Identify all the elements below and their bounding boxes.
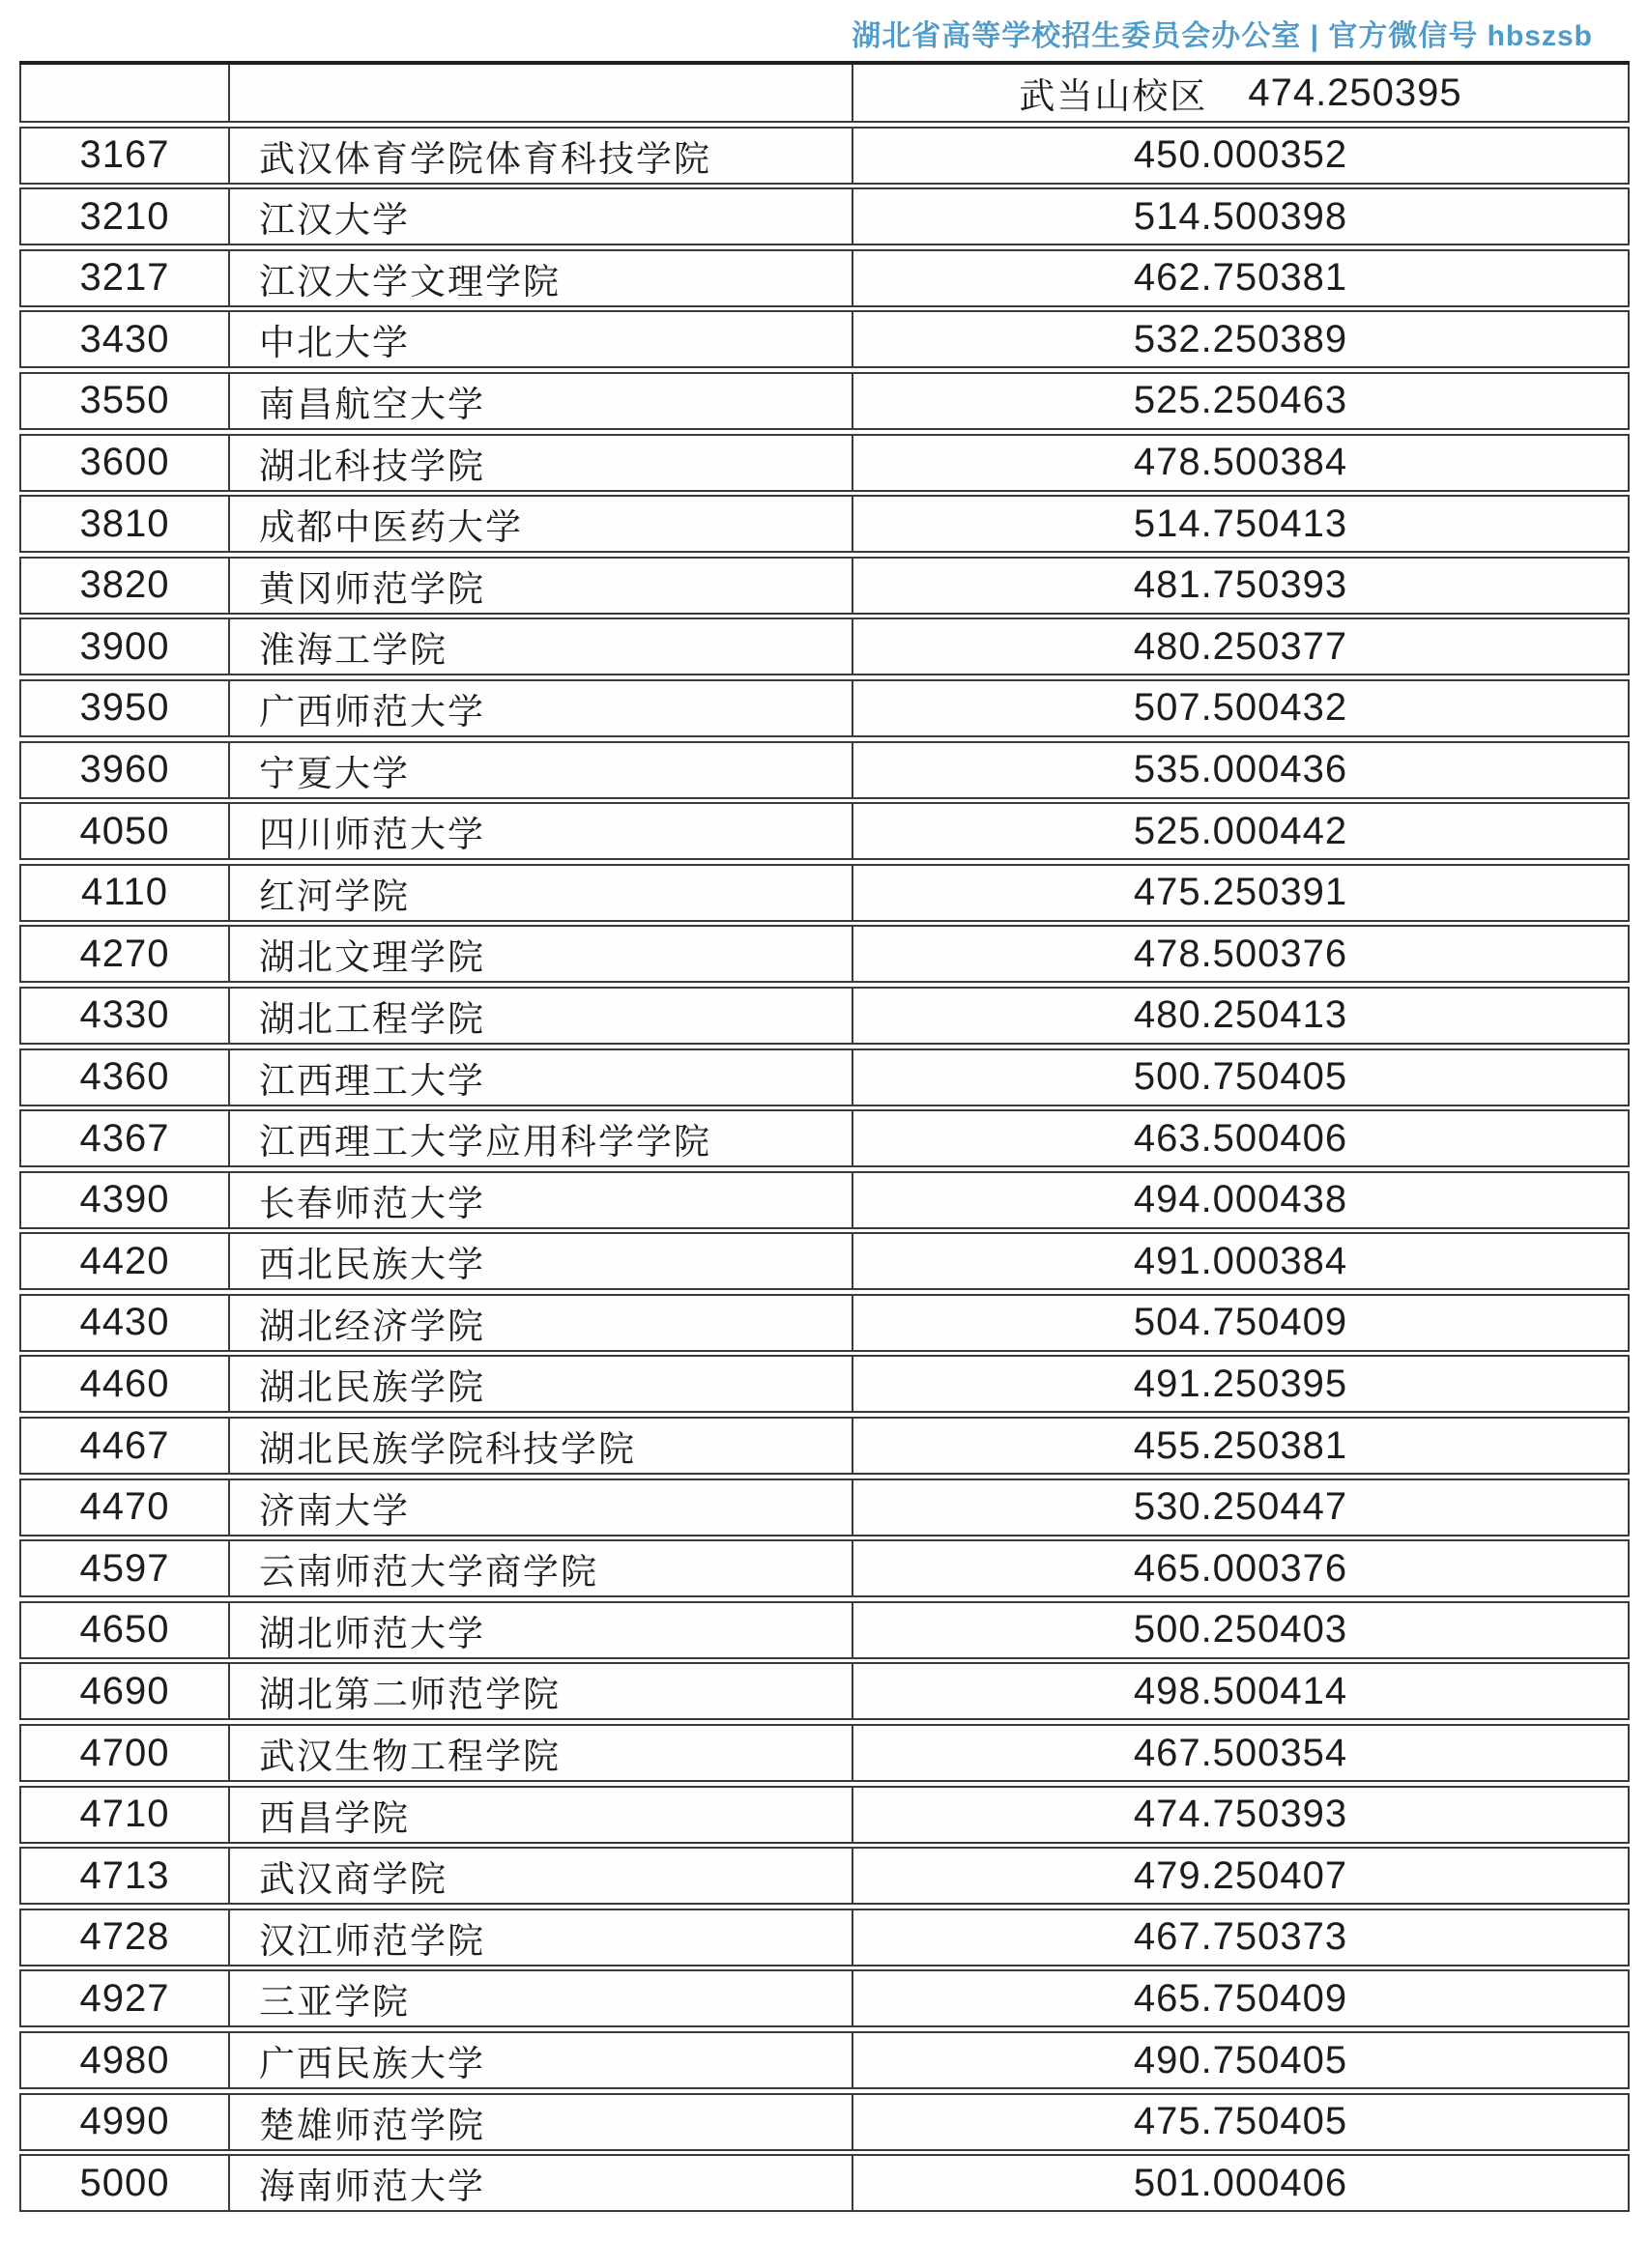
score-cell: 514.750413: [1133, 502, 1348, 545]
score-cell: 478.500376: [1133, 932, 1348, 975]
code-cell: 4430: [21, 1296, 230, 1350]
page-header-text: 湖北省高等学校招生委员会办公室 | 官方微信号 hbszsb: [852, 20, 1593, 52]
score-cell: 475.750405: [1133, 2100, 1348, 2143]
score-cell: 450.000352: [1133, 133, 1348, 177]
code-cell: 3820: [21, 559, 230, 613]
score-cell: 507.500432: [1133, 686, 1348, 730]
code-cell: 4110: [21, 866, 230, 920]
code-cell: [21, 65, 230, 121]
table-row: [19, 1969, 1630, 2027]
name-cell: 四川师范大学: [230, 804, 853, 858]
table-row: [19, 127, 1630, 185]
code-cell: 3950: [21, 681, 230, 735]
name-cell: 黄冈师范学院: [230, 559, 853, 613]
code-cell: 4050: [21, 804, 230, 858]
score-cell: [853, 65, 1628, 121]
name-cell: 广西民族大学: [230, 2033, 853, 2087]
campus-row: [19, 65, 1630, 123]
code-cell: 4460: [21, 1357, 230, 1411]
code-cell: 4390: [21, 1173, 230, 1227]
table-row: [19, 434, 1630, 492]
score-cell: 462.750381: [1133, 256, 1348, 300]
score-cell: 500.250403: [1133, 1608, 1348, 1651]
code-cell: 4728: [21, 1910, 230, 1965]
code-cell: 3550: [21, 374, 230, 428]
table-row: [19, 187, 1630, 245]
code-cell: 4367: [21, 1111, 230, 1165]
code-cell: 4467: [21, 1419, 230, 1473]
score-cell: 463.500406: [1133, 1116, 1348, 1160]
name-cell: 淮海工学院: [230, 619, 853, 674]
code-cell: 3600: [21, 436, 230, 490]
name-cell: 三亚学院: [230, 1971, 853, 2025]
name-cell: 广西师范大学: [230, 681, 853, 735]
name-cell: 中北大学: [230, 312, 853, 366]
table-row: [19, 1847, 1630, 1905]
score-cell: 491.250395: [1133, 1362, 1348, 1405]
score-cell: 535.000436: [1133, 748, 1348, 791]
score-cell: 494.000438: [1133, 1178, 1348, 1221]
name-cell: 湖北师范大学: [230, 1603, 853, 1657]
table-row: [19, 372, 1630, 430]
name-cell: 江汉大学: [230, 189, 853, 244]
table-row: [19, 2031, 1630, 2089]
score-cell: 500.750405: [1133, 1055, 1348, 1098]
name-cell: 南昌航空大学: [230, 374, 853, 428]
score-cell: 475.250391: [1133, 871, 1348, 914]
table-row: [19, 925, 1630, 983]
table-row: [19, 864, 1630, 922]
scores-table: [19, 61, 1630, 2212]
page-header: [19, 12, 1593, 54]
score-cell: 525.250463: [1133, 379, 1348, 422]
code-cell: 3167: [21, 129, 230, 183]
code-cell: 4990: [21, 2095, 230, 2149]
table-row: [19, 2093, 1630, 2151]
score-cell: 532.250389: [1133, 317, 1348, 360]
table-row: [19, 802, 1630, 860]
table-row: [19, 1232, 1630, 1290]
name-cell: [230, 65, 853, 121]
score-cell: 504.750409: [1133, 1301, 1348, 1344]
code-cell: 4927: [21, 1971, 230, 2025]
code-cell: 5000: [21, 2156, 230, 2210]
name-cell: 湖北民族学院: [230, 1357, 853, 1411]
code-cell: 4650: [21, 1603, 230, 1657]
code-cell: 4270: [21, 927, 230, 981]
table-row: [19, 2154, 1630, 2212]
name-cell: 江汉大学文理学院: [230, 251, 853, 305]
table-row: [19, 1048, 1630, 1106]
score-cell: 481.750393: [1133, 563, 1348, 607]
score-cell: 490.750405: [1133, 2038, 1348, 2081]
campus-score: 474.250395: [1248, 71, 1462, 114]
code-cell: 4713: [21, 1849, 230, 1903]
name-cell: 江西理工大学应用科学学院: [230, 1111, 853, 1165]
table-row: [19, 1417, 1630, 1475]
name-cell: 宁夏大学: [230, 743, 853, 797]
table-row: [19, 1909, 1630, 1967]
name-cell: 武汉生物工程学院: [230, 1726, 853, 1780]
table-row: [19, 987, 1630, 1045]
name-cell: 红河学院: [230, 866, 853, 920]
name-cell: 武汉商学院: [230, 1849, 853, 1903]
score-cell: 467.750373: [1133, 1915, 1348, 1959]
name-cell: 江西理工大学: [230, 1050, 853, 1105]
table-row: [19, 1479, 1630, 1536]
code-cell: 3900: [21, 619, 230, 674]
score-cell: 465.000376: [1133, 1546, 1348, 1590]
code-cell: 3960: [21, 743, 230, 797]
code-cell: 3217: [21, 251, 230, 305]
code-cell: 3810: [21, 497, 230, 551]
table-row: [19, 1355, 1630, 1413]
code-cell: 4360: [21, 1050, 230, 1105]
table-row: [19, 1662, 1630, 1720]
name-cell: 西昌学院: [230, 1788, 853, 1842]
code-cell: 4597: [21, 1541, 230, 1595]
table-row: [19, 310, 1630, 368]
table-row: [19, 1601, 1630, 1659]
code-cell: 4710: [21, 1788, 230, 1842]
table-row: [19, 1294, 1630, 1352]
score-cell: 479.250407: [1133, 1853, 1348, 1897]
score-cell: 525.000442: [1133, 809, 1348, 852]
table-row: [19, 1539, 1630, 1597]
name-cell: 湖北第二师范学院: [230, 1664, 853, 1718]
name-cell: 汉江师范学院: [230, 1910, 853, 1965]
score-cell: 480.250413: [1133, 993, 1348, 1037]
score-cell: 514.500398: [1133, 194, 1348, 238]
name-cell: 湖北科技学院: [230, 436, 853, 490]
score-cell: 498.500414: [1133, 1669, 1348, 1712]
score-cell: 465.750409: [1133, 1976, 1348, 2020]
name-cell: 湖北民族学院科技学院: [230, 1419, 853, 1473]
score-cell: 530.250447: [1133, 1485, 1348, 1529]
score-cell: 455.250381: [1133, 1423, 1348, 1467]
score-cell: 478.500384: [1133, 441, 1348, 484]
table-row: [19, 741, 1630, 799]
code-cell: 4980: [21, 2033, 230, 2087]
name-cell: 楚雄师范学院: [230, 2095, 853, 2149]
name-cell: 西北民族大学: [230, 1234, 853, 1288]
table-row: [19, 1786, 1630, 1844]
code-cell: 4330: [21, 989, 230, 1043]
table-row: [19, 249, 1630, 307]
name-cell: 济南大学: [230, 1480, 853, 1535]
name-cell: 长春师范大学: [230, 1173, 853, 1227]
table-rows: [19, 127, 1630, 2213]
name-cell: 湖北经济学院: [230, 1296, 853, 1350]
code-cell: 4420: [21, 1234, 230, 1288]
name-cell: 湖北工程学院: [230, 989, 853, 1043]
table-row: [19, 1724, 1630, 1782]
code-cell: 4690: [21, 1664, 230, 1718]
code-cell: 3430: [21, 312, 230, 366]
code-cell: 4470: [21, 1480, 230, 1535]
table-row: [19, 617, 1630, 675]
table-row: [19, 495, 1630, 553]
score-cell: 501.000406: [1133, 2161, 1348, 2204]
score-cell: 474.750393: [1133, 1793, 1348, 1836]
code-cell: 3210: [21, 189, 230, 244]
score-cell: 480.250377: [1133, 624, 1348, 668]
score-cell: 491.000384: [1133, 1239, 1348, 1282]
name-cell: 云南师范大学商学院: [230, 1541, 853, 1595]
campus-label: 武当山校区: [1019, 76, 1208, 116]
name-cell: 武汉体育学院体育科技学院: [230, 129, 853, 183]
code-cell: 4700: [21, 1726, 230, 1780]
table-row: [19, 557, 1630, 615]
table-row: [19, 679, 1630, 737]
table-row: [19, 1109, 1630, 1167]
score-cell: 467.500354: [1133, 1731, 1348, 1774]
name-cell: 湖北文理学院: [230, 927, 853, 981]
name-cell: 海南师范大学: [230, 2156, 853, 2210]
name-cell: 成都中医药大学: [230, 497, 853, 551]
table-row: [19, 1171, 1630, 1229]
